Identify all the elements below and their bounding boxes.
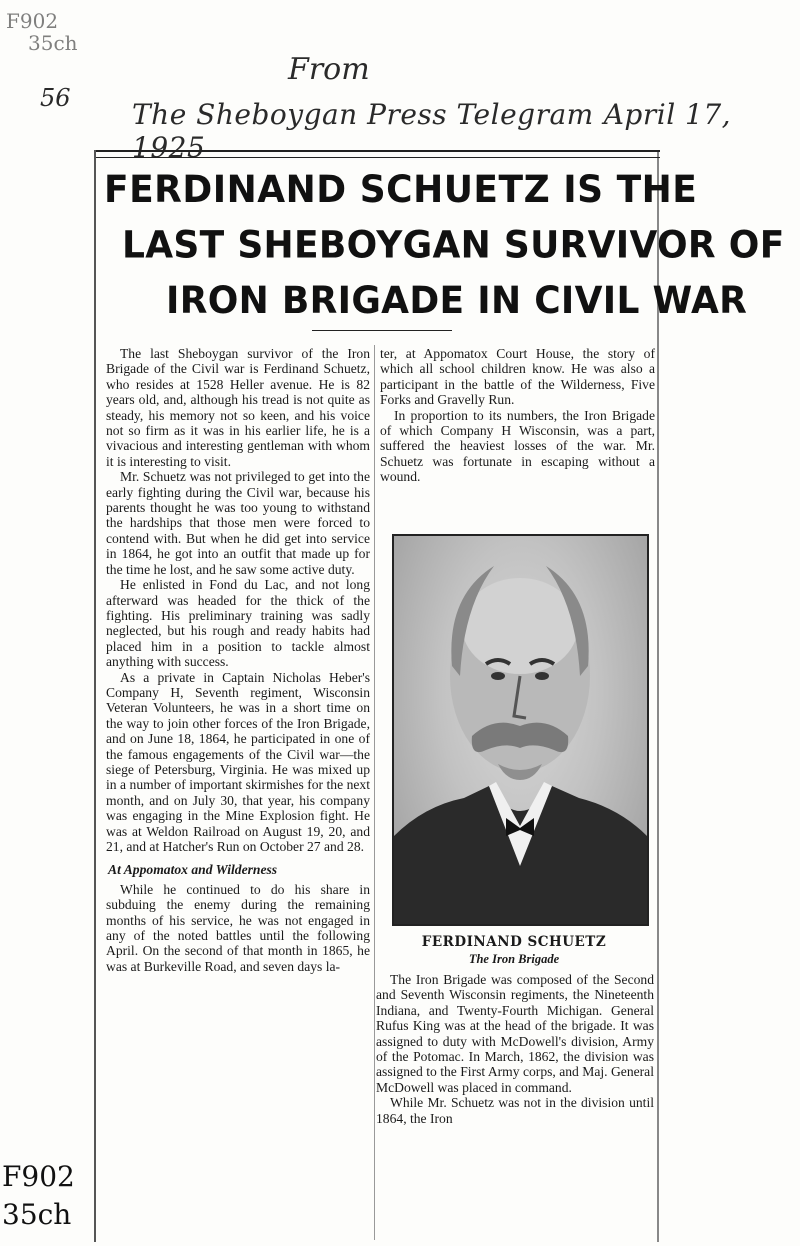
paragraph: While Mr. Schuetz was not in the division until 1864, the Iron <box>376 1095 654 1126</box>
archive-stamp-top <box>6 10 78 54</box>
headline-line-1: FERDINAND SCHUETZ IS THE <box>104 168 698 212</box>
paragraph: ter, at Appomatox Court House, the story of which all school children know. He was also a participant in the battle of the Wilderness, Five Forks and Gravelly Run. <box>380 346 655 408</box>
headline <box>100 162 785 329</box>
headline-line-3: IRON BRIGADE IN CIVIL WAR <box>166 279 748 323</box>
handwritten-number: 56 <box>40 84 71 112</box>
paragraph: He enlisted in Fond du Lac, and not long afterward was headed for the thick of the fighting. His preliminary training was sadly neglected, but his rough and ready habits had placed him in a position to tackle almost anything with success. <box>106 577 370 670</box>
article-right-column-bottom <box>376 972 654 1126</box>
handwritten-from: From <box>288 52 370 87</box>
archive-stamp-bottom <box>2 1158 75 1234</box>
photo-caption-subtitle: The Iron Brigade <box>468 952 560 966</box>
subheading: At Appomatox and Wilderness <box>108 862 278 878</box>
stamp-top-line2: 35ch <box>28 31 78 55</box>
portrait-illustration <box>394 536 647 924</box>
portrait-photo <box>392 534 649 926</box>
paragraph: As a private in Captain Nicholas Heber's Company H, Seventh regiment, Wisconsin Veteran Volunteers, he was in a short time on the way to join other forces of the Iron Brigade, and on June 18, 1864, he participated in one of the famous engagements of the Civil war—the siege of Petersburg, Virginia. He was mixed up in a number of important skirmishes for the next month, and on July 30, that year, his company was engaging in the Mine Explosion fight. He was at Weldon Railroad on August 19, 20, and 21, and at Hatcher's Run on October 27 and 28. <box>106 669 370 854</box>
article-left-column <box>106 346 370 974</box>
article-right-column-top <box>380 346 655 485</box>
column-divider <box>374 345 375 1240</box>
photo-caption-name: FERDINAND SCHUETZ <box>421 934 607 950</box>
masthead-rule <box>96 150 660 158</box>
source-name: The Sheboygan Press Telegram <box>132 98 594 131</box>
stamp-top-line1: F902 <box>6 9 59 33</box>
paragraph: While he continued to do his share in subduing the enemy during the remaining months of his service, he was not engaged in any of the noted battles until the following April. On the second of that month in 1865, he was at Burkeville Road, and seven days la- <box>106 881 370 974</box>
stamp-bottom-line1: F902 <box>2 1160 75 1193</box>
paragraph: The last Sheboygan survivor of the Iron Brigade of the Civil war is Ferdinand Schuetz, who resides at 1528 Heller avenue. He is 82 years old, and, although his tread is not quite as steady, his memory not so keen, and his voice not so firm as it was in his earlier life, he is a vivacious and interesting gentleman with whom it is interesting to visit. <box>106 346 370 469</box>
stamp-bottom-line2: 35ch <box>2 1198 72 1231</box>
paragraph: The Iron Brigade was composed of the Second and Seventh Wisconsin regiments, the Nineteenth Indiana, and Twenty-Fourth Michigan. General Rufus King was at the head of the brigade. It was assigned to duty with McDowell's division, Army of the Potomac. In March, 1862, the division was assigned to the First Army corps, and Maj. General McDowell was placed in command. <box>376 972 654 1095</box>
source-date: April 17, 1925 <box>132 98 732 164</box>
clipping-left-edge <box>94 150 96 1242</box>
headline-line-2: LAST SHEBOYGAN SURVIVOR OF <box>122 223 785 268</box>
headline-rule <box>312 330 452 331</box>
paragraph: In proportion to its numbers, the Iron Brigade of which Company H Wisconsin, was a part, suffered the heaviest losses of the war. Mr. Schuetz was fortunate in escaping without a wound. <box>380 407 655 485</box>
paragraph: Mr. Schuetz was not privileged to get into the early fighting during the Civil war, because his parents thought he was too young to withstand the hardships that those men were forced to contend with. But when he did get into service in 1864, he got into an outfit that made up for the time he lost, and he saw some active duty. <box>106 469 370 577</box>
